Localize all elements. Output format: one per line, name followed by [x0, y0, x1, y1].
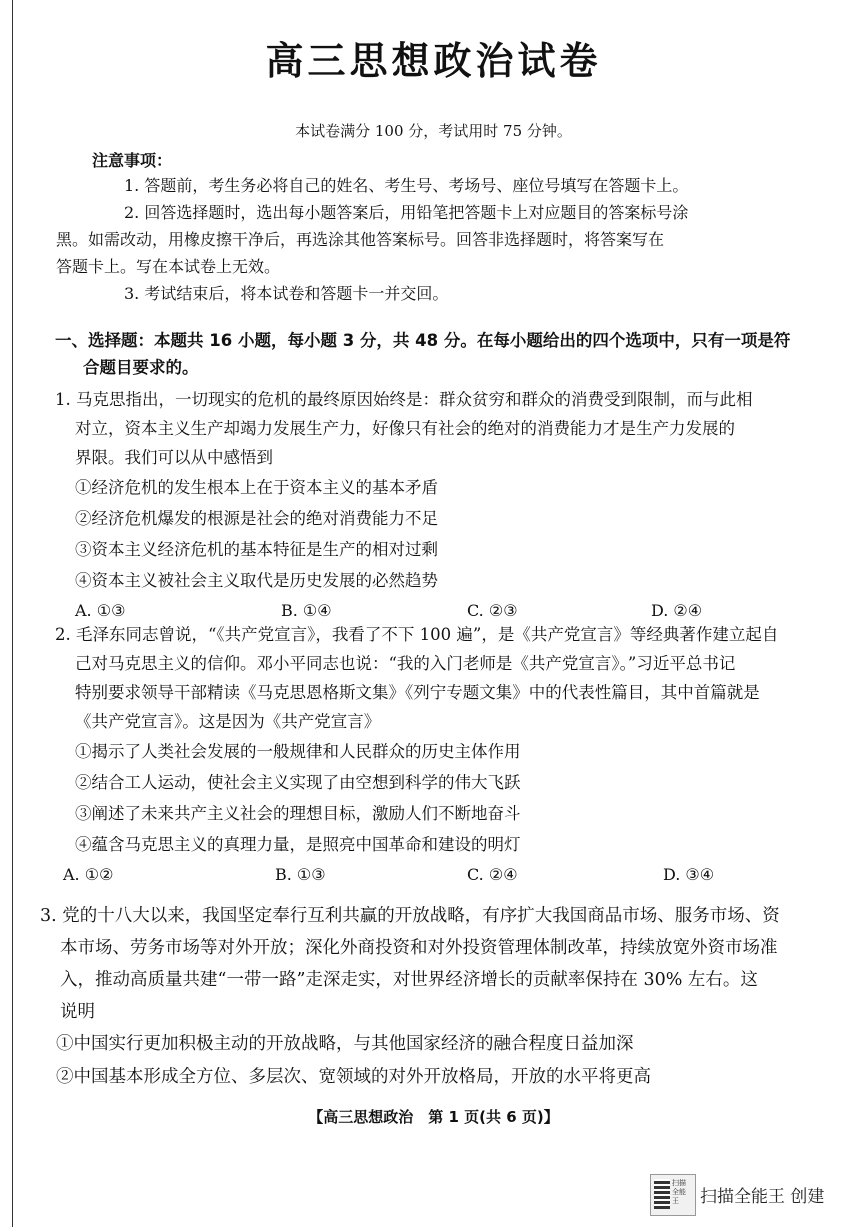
stem-line: 1. 马克思指出，一切现实的危机的最终原因始终是：群众贫穷和群众的消费受到限制，而与此相	[55, 390, 753, 409]
notice-item: 1. 答题前，考生务必将自己的姓名、考生号、考场号、座位号填写在答题卡上。	[124, 176, 689, 195]
statement-option: ①揭示了人类社会发展的一般规律和人民群众的历史主体作用	[75, 742, 521, 761]
statement-option: ③资本主义经济危机的基本特征是生产的相对过剩	[75, 540, 438, 559]
watermark-text: 扫描全能王 创建	[700, 1187, 825, 1207]
statement-option: ②经济危机爆发的根源是社会的绝对消费能力不足	[75, 509, 438, 528]
scanner-logo-icon	[650, 1174, 696, 1216]
choice-b: B. ①④	[281, 601, 332, 620]
stem-line: 己对马克思主义的信仰。邓小平同志也说：“我的入门老师是《共产党宣言》。”习近平总书记	[75, 654, 736, 673]
stem-line: 《共产党宣言》。这是因为《共产党宣言》	[75, 712, 381, 731]
choice-c: C. ②④	[467, 865, 518, 884]
notice-item: 黑。如需改动，用橡皮擦干净后，再选涂其他答案标号。回答非选择题时，将答案写在	[56, 230, 665, 249]
choice-a: A. ①②	[63, 865, 114, 884]
statement-option: ②结合工人运动，使社会主义实现了由空想到科学的伟大飞跃	[75, 773, 521, 792]
choice-d: D. ②④	[651, 601, 703, 620]
side-margin-text	[0, 330, 8, 723]
stem-line: 3. 党的十八大以来，我国坚定奉行互利共赢的开放战略，有序扩大我国商品市场、服务市场、资	[40, 906, 780, 926]
statement-option: ④资本主义被社会主义取代是历史发展的必然趋势	[75, 571, 438, 590]
question-1	[55, 385, 835, 626]
stem-line: 界限。我们可以从中感悟到	[75, 448, 273, 467]
page-title: 高三思想政治试卷	[265, 39, 602, 83]
choice-d: D. ③④	[663, 865, 715, 884]
question-stem	[40, 900, 840, 1028]
question-3	[40, 900, 840, 1094]
question-2	[55, 620, 835, 890]
notice-item: 3. 考试结束后，将本试卷和答题卡一并交回。	[124, 284, 449, 303]
stem-line: 入，推动高质量共建“一带一路”走深走实，对世界经济增长的贡献率保持在 30% 左右。这	[60, 970, 758, 990]
stem-line: 说明	[60, 1002, 95, 1022]
answer-choices	[55, 860, 835, 890]
qr-code-icon	[654, 1179, 670, 1209]
notice-list	[56, 172, 792, 307]
notice-item: 答题卡上。写在本试卷上无效。	[56, 257, 281, 276]
section-heading-line: 合题目要求的。	[83, 358, 199, 377]
choice-c: C. ②③	[467, 601, 518, 620]
stem-line: 2. 毛泽东同志曾说，“《共产党宣言》，我看了不下 100 遍”，是《共产党宣言》等经典著作建立起自	[55, 625, 779, 644]
notice-heading: 注意事项：	[92, 151, 173, 170]
scanner-logo-label: 扫描全能王	[672, 1179, 686, 1205]
scanner-watermark	[650, 1174, 860, 1214]
exam-subtitle: 本试卷满分 100 分，考试用时 75 分钟。	[295, 122, 572, 140]
choice-b: B. ①③	[275, 865, 326, 884]
question-stem	[55, 385, 835, 472]
page-footer: 【高三思想政治 第 1 页(共 6 页)】	[308, 1108, 559, 1126]
section-heading	[55, 327, 835, 381]
stem-line: 特别要求领导干部精读《马克思恩格斯文集》《列宁专题文集》中的代表性篇目，其中首篇就是	[75, 683, 760, 702]
statement-option: ①经济危机的发生根本上在于资本主义的基本矛盾	[75, 478, 438, 497]
stem-line: 本市场、劳务市场等对外开放；深化外商投资和对外投资管理体制改革，持续放宽外资市场准	[60, 938, 778, 958]
binding-line	[12, 0, 13, 1227]
choice-a: A. ①③	[75, 601, 126, 620]
notice-item: 2. 回答选择题时，选出每小题答案后，用铅笔把答题卡上对应题目的答案标号涂	[124, 203, 689, 222]
stem-line: 对立，资本主义生产却竭力发展生产力，好像只有社会的绝对的消费能力才是生产力发展的	[75, 419, 735, 438]
statement-option: ③阐述了未来共产主义社会的理想目标，激励人们不断地奋斗	[75, 804, 521, 823]
section-heading-line: 一、选择题：本题共 16 小题，每小题 3 分，共 48 分。在每小题给出的四个选项中，只有一项是符	[55, 331, 791, 350]
question-stem	[55, 620, 835, 736]
statement-option: ②中国基本形成全方位、多层次、宽领域的对外开放格局，开放的水平将更高	[56, 1067, 651, 1087]
statement-option: ④蕴含马克思主义的真理力量，是照亮中国革命和建设的明灯	[75, 835, 521, 854]
statement-option: ①中国实行更加积极主动的开放战略，与其他国家经济的融合程度日益加深	[56, 1034, 634, 1054]
